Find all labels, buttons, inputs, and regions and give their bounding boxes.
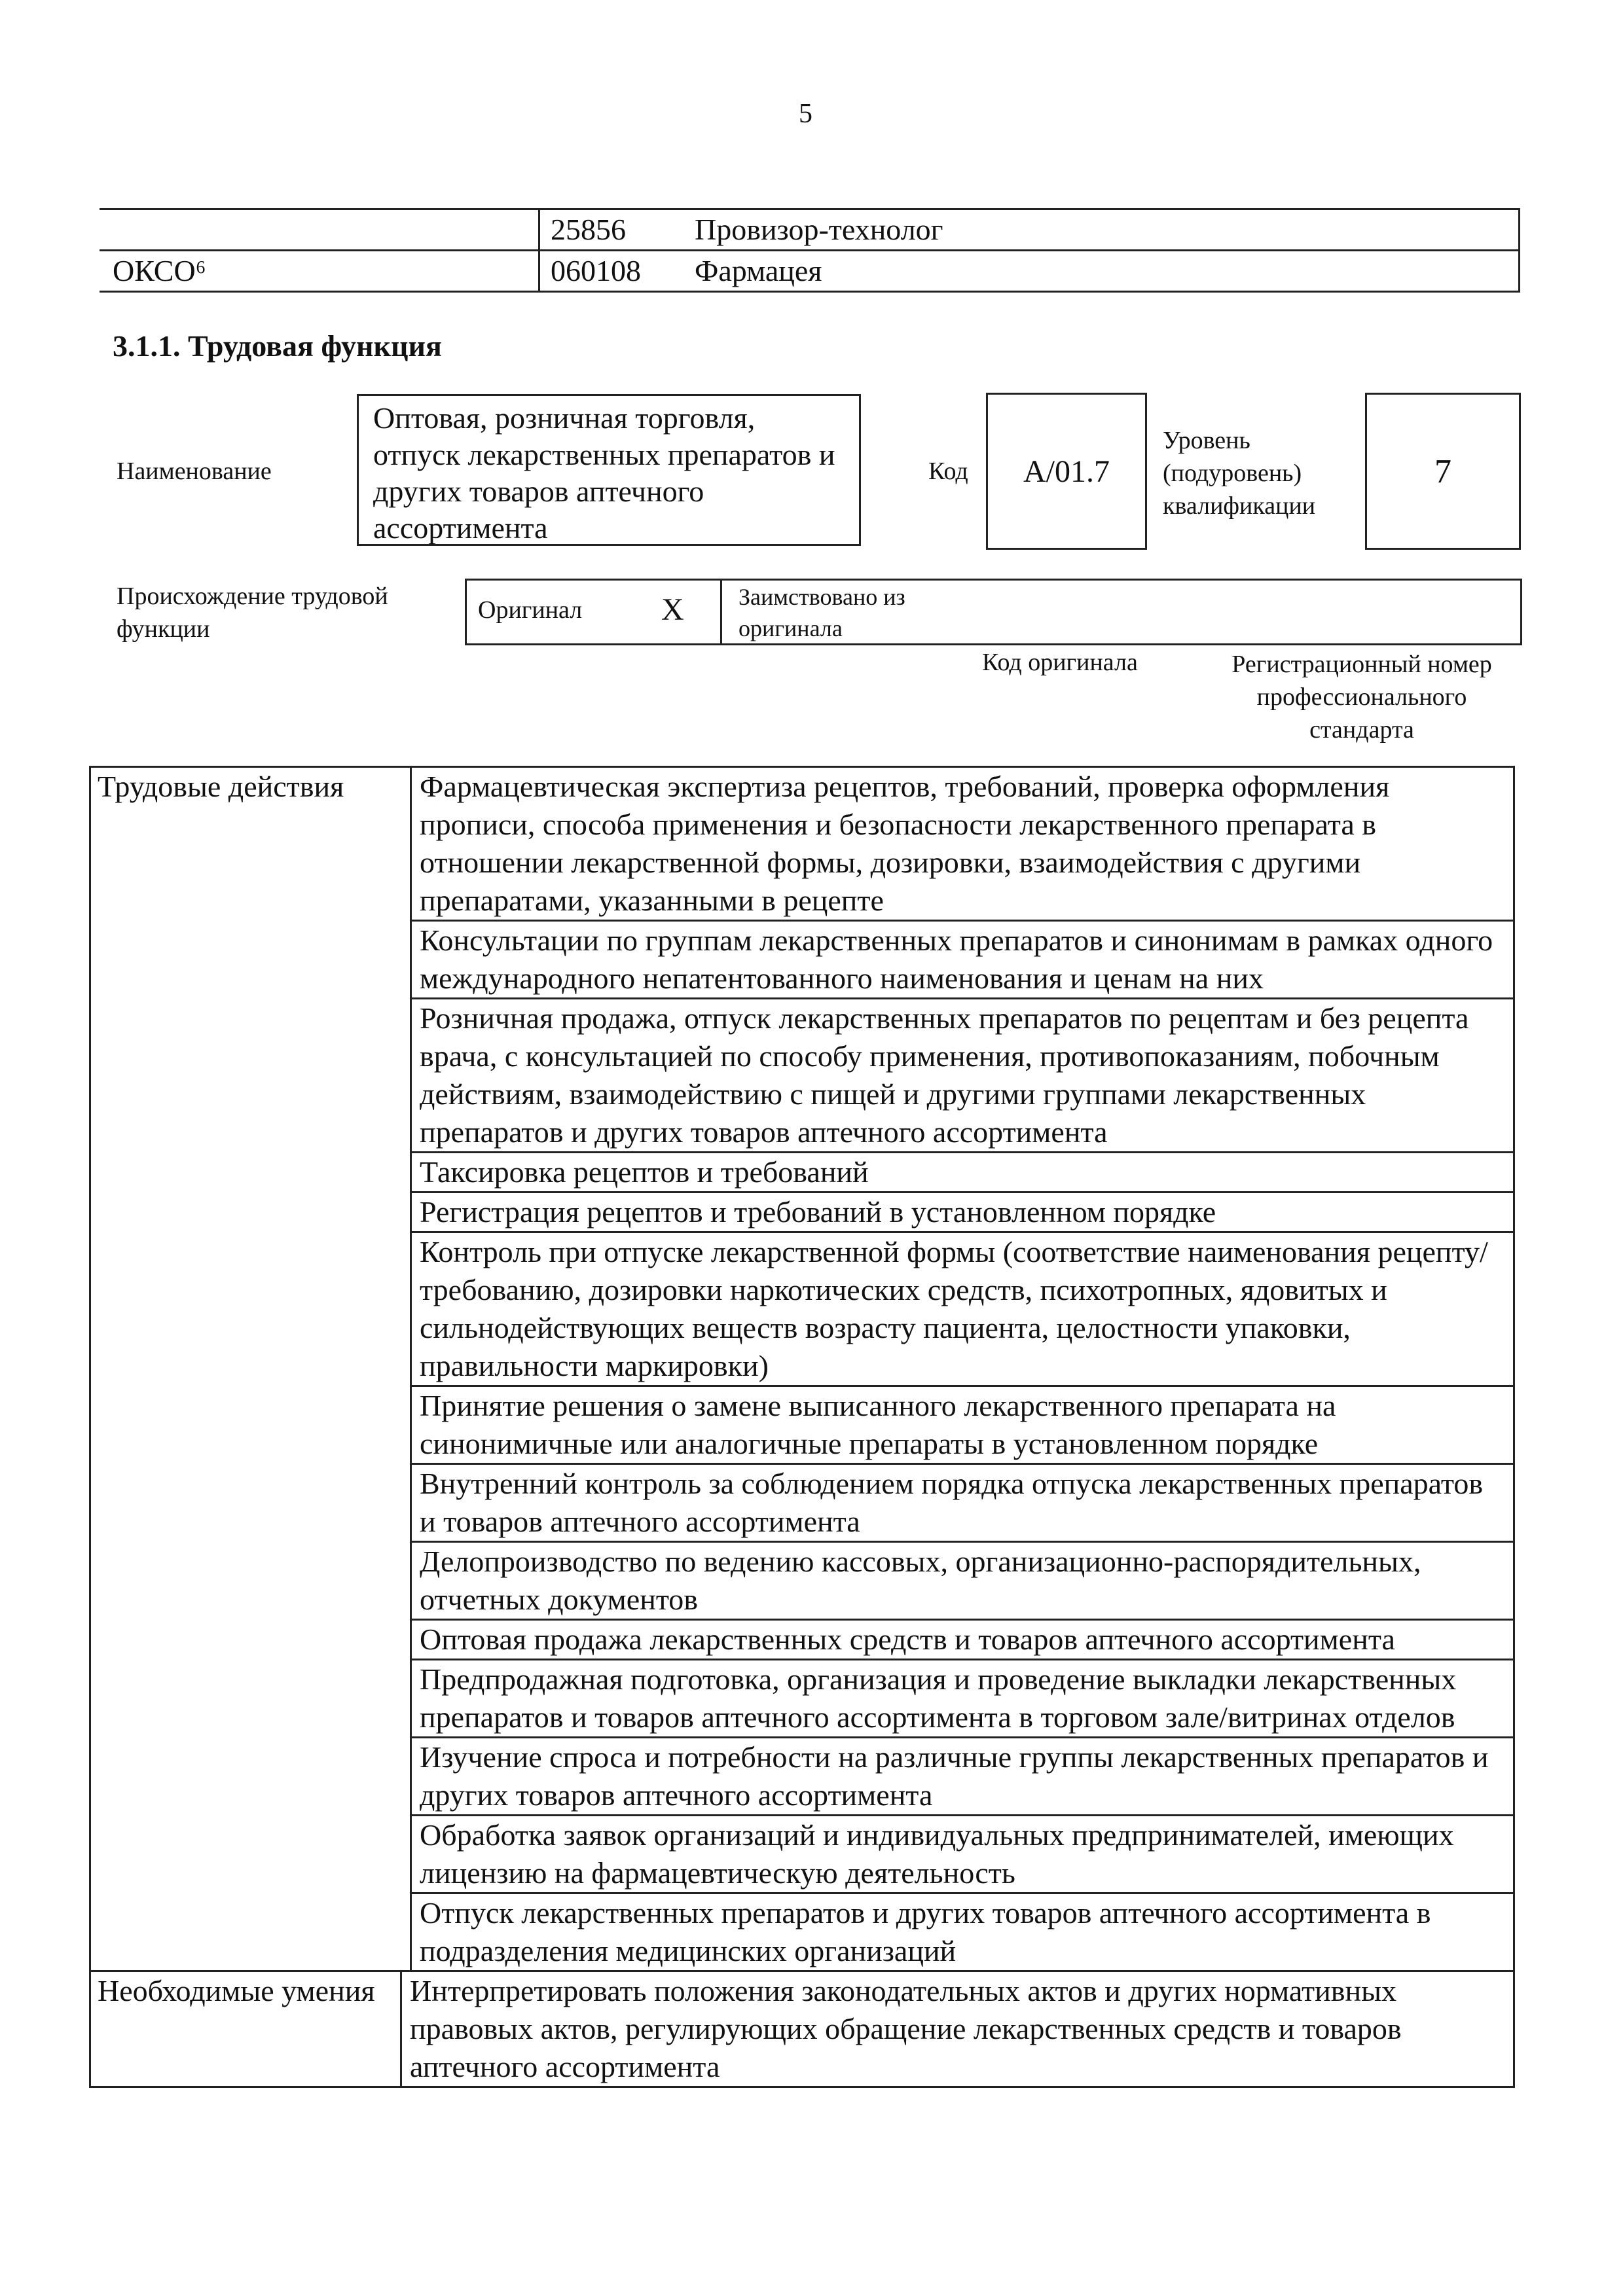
actions-table: [89, 766, 1515, 2088]
code-label: Код: [928, 457, 968, 485]
labor-actions-row: [91, 768, 1513, 1970]
origin-box: [465, 579, 1522, 645]
required-skills-list: [402, 1972, 1513, 2086]
list-item: Оптовая продажа лекарственных средств и товаров аптечного ассортимента: [412, 1621, 1513, 1660]
okso-row: [100, 209, 1520, 251]
labor-actions-header: Трудовые действия: [91, 768, 412, 1970]
okso-row-code: 25856: [539, 209, 689, 251]
origin-label: Происхождение трудовой функции: [117, 583, 388, 643]
okso-row: [100, 251, 1520, 292]
origin-borrowed-label: Заимствовано из оригинала: [739, 584, 905, 641]
level-value-box: 7: [1365, 393, 1521, 550]
okso-table: [100, 208, 1520, 293]
list-item: Фармацевтическая экспертиза рецептов, требований, проверка оформления прописи, способа применения и безопасности лекарственного препарата в отношении лекарственной формы, дозировки, взаимодействия с другими препаратами, указанными в рецепте: [412, 768, 1513, 922]
list-item: Предпродажная подготовка, организация и проведение выкладки лекарственных препаратов и товаров аптечного ассортимента в торговом зале/витринах отделов: [412, 1660, 1513, 1738]
origin-original-label: Оригинал: [478, 596, 583, 624]
page-number: 5: [799, 99, 812, 129]
okso-row-label: ОКСО⁶: [100, 251, 539, 292]
list-item: Консультации по группам лекарственных препаратов и синонимам в рамках одного международного непатентованного наименования и ценам на них: [412, 922, 1513, 999]
okso-row-name: Провизор-технолог: [688, 209, 1520, 251]
list-item: Контроль при отпуске лекарственной формы (соответствие наименования рецепту/требованию, дозировки наркотических средств, психотропных, ядовитых и сильнодействующих веществ возрасту пациента, целостности упаковки, правильности маркировки): [412, 1233, 1513, 1387]
level-label: Уровень (подуровень) квалификации: [1163, 427, 1316, 520]
function-name-box: Оптовая, розничная торговля, отпуск лекарственных препаратов и других товаров аптечного ассортимента: [357, 394, 861, 546]
name-label: Наименование: [117, 457, 272, 485]
list-item: Внутренний контроль за соблюдением порядка отпуска лекарственных препаратов и товаров аптечного ассортимента: [412, 1465, 1513, 1543]
origin-divider: [720, 579, 722, 645]
okso-row-label: [100, 209, 539, 251]
okso-row-name: Фармацея: [688, 251, 1520, 292]
list-item: Изучение спроса и потребности на различные группы лекарственных препаратов и других товаров аптечного ассортимента: [412, 1738, 1513, 1816]
list-item: Обработка заявок организаций и индивидуальных предпринимателей, имеющих лицензию на фармацевтическую деятельность: [412, 1816, 1513, 1894]
labor-actions-list: [412, 768, 1513, 1970]
code-original-label: Код оригинала: [982, 649, 1138, 676]
list-item: Розничная продажа, отпуск лекарственных препаратов по рецептам и без рецепта врача, с консультацией по способу применения, противопоказаниям, побочным действиям, взаимодействию с пищей и другими группами лекарственных препаратов и других товаров аптечного ассортимента: [412, 999, 1513, 1153]
list-item: Отпуск лекарственных препаратов и других товаров аптечного ассортимента в подразделения медицинских организаций: [420, 1896, 1431, 1967]
list-item: Делопроизводство по ведению кассовых, организационно-распорядительных, отчетных документов: [412, 1543, 1513, 1621]
required-skills-row: [91, 1970, 1513, 2086]
list-item: Регистрация рецептов и требований в установленном порядке: [412, 1193, 1513, 1233]
required-skills-header: Необходимые умения: [91, 1972, 402, 2086]
code-value-box: A/01.7: [986, 393, 1147, 550]
section-title: 3.1.1. Трудовая функция: [113, 329, 442, 363]
okso-row-code: 060108: [539, 251, 689, 292]
list-item: Принятие решения о замене выписанного лекарственного препарата на синонимичные или аналогичные препараты в установленном порядке: [412, 1387, 1513, 1465]
reg-number-label: Регистрационный номер профессионального стандарта: [1231, 651, 1492, 744]
list-item: Таксировка рецептов и требований: [412, 1153, 1513, 1193]
origin-original-mark: X: [661, 592, 684, 627]
list-item: Интерпретировать положения законодательных актов и других нормативных правовых актов, регулирующих обращение лекарственных средств и товаров аптечного ассортимента: [410, 1974, 1402, 2083]
